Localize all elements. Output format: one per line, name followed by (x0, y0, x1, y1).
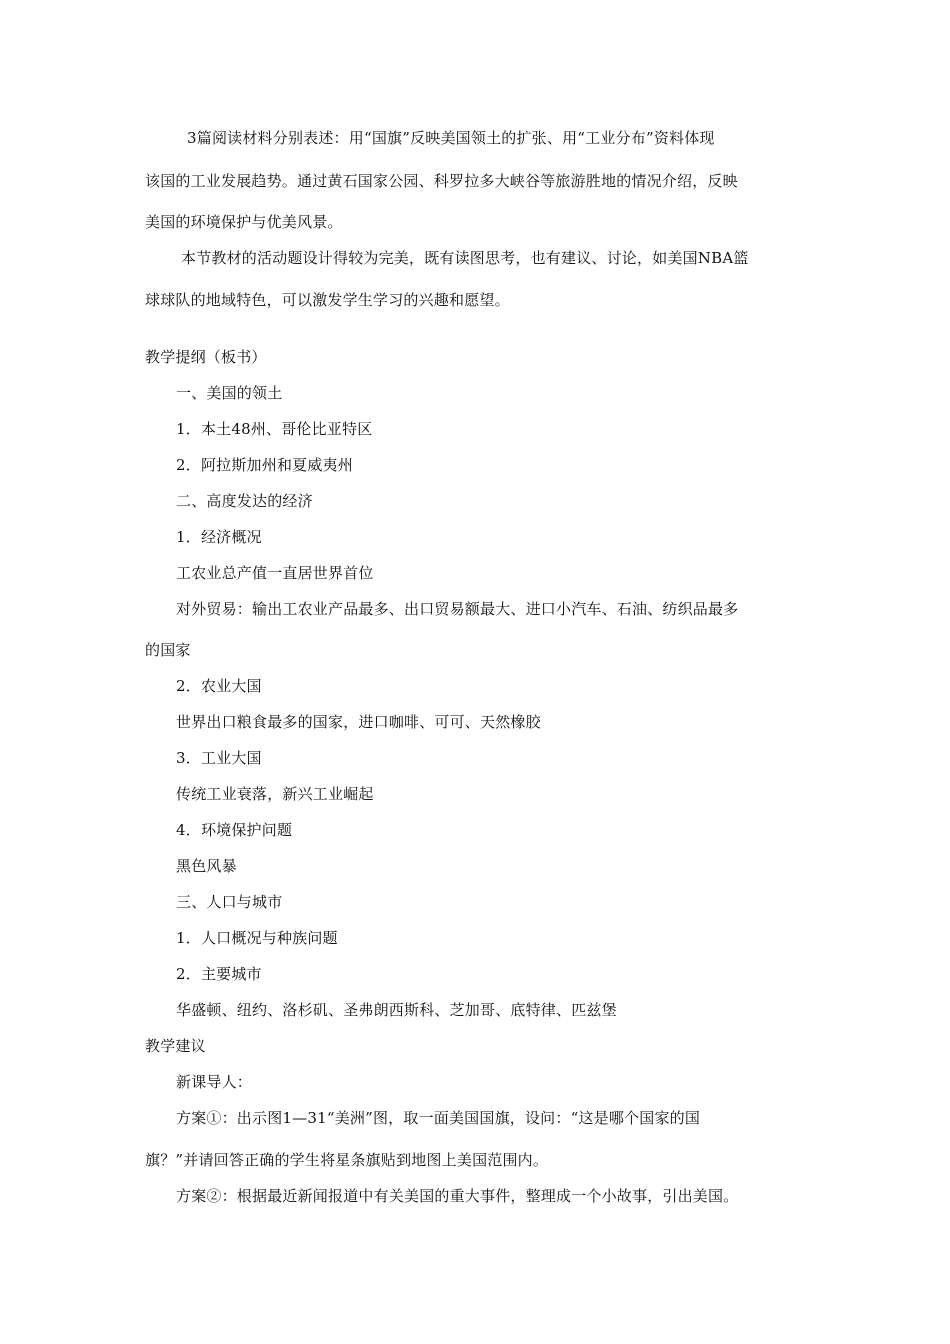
plan-1-line-1: 方案①：出示图1—31“美洲”图，取一面美国国旗，设问：“这是哪个国家的国 (176, 1109, 701, 1127)
outline-item-1-1: 1．本土48州、哥伦比亚特区 (176, 420, 373, 438)
outline-item-2-2: 2．农业大国 (176, 677, 262, 695)
outline-item-1-2: 2．阿拉斯加州和夏威夷州 (176, 456, 353, 474)
outline-section-1: 一、美国的领土 (176, 384, 283, 402)
outline-item-3-1: 1．人口概况与种族问题 (176, 929, 338, 947)
paragraph-2-line-2: 球球队的地域特色，可以激发学生学习的兴趣和愿望。 (145, 291, 510, 309)
outline-text-2-2a: 世界出口粮食最多的国家，进口咖啡、可可、天然橡胶 (176, 713, 541, 731)
outline-text-2-1a: 工农业总产值一直居世界首位 (176, 564, 374, 582)
suggestions-intro: 新课导人： (176, 1073, 253, 1091)
paragraph-1-line-3: 美国的环境保护与优美风景。 (145, 213, 343, 231)
paragraph-2-line-1: 本节教材的活动题设计得较为完美，既有读图思考，也有建议、讨论，如美国NBA篮 (181, 249, 749, 267)
outline-text-2-1b-line-1: 对外贸易：输出工农业产品最多、出口贸易额最大、进口小汽车、石油、纺织品最多 (176, 600, 739, 618)
paragraph-1-line-2: 该国的工业发展趋势。通过黄石国家公园、科罗拉多大峡谷等旅游胜地的情况介绍，反映 (145, 172, 738, 190)
outline-item-2-4: 4．环境保护问题 (176, 821, 293, 839)
outline-heading: 教学提纲（板书） (145, 348, 267, 366)
suggestions-heading: 教学建议 (145, 1037, 206, 1055)
outline-item-2-3: 3．工业大国 (176, 749, 262, 767)
paragraph-1-line-1: 3篇阅读材料分别表述：用“国旗”反映美国领土的扩张、用“工业分布”资料体现 (187, 129, 715, 147)
outline-section-2: 二、高度发达的经济 (176, 492, 313, 510)
plan-1-line-2: 旗？”并请回答正确的学生将星条旗贴到地图上美国范围内。 (145, 1151, 549, 1169)
outline-item-3-2: 2．主要城市 (176, 965, 262, 983)
outline-text-3-2a: 华盛顿、纽约、洛杉矶、圣弗朗西斯科、芝加哥、底特律、匹兹堡 (176, 1001, 617, 1019)
outline-text-2-1b-line-2: 的国家 (145, 641, 191, 659)
outline-section-3: 三、人口与城市 (176, 893, 283, 911)
plan-2: 方案②：根据最近新闻报道中有关美国的重大事件，整理成一个小故事，引出美国。 (176, 1187, 739, 1205)
outline-text-2-3a: 传统工业衰落，新兴工业崛起 (176, 785, 374, 803)
outline-text-2-4a: 黑色风暴 (176, 857, 237, 875)
outline-item-2-1: 1．经济概况 (176, 528, 262, 546)
